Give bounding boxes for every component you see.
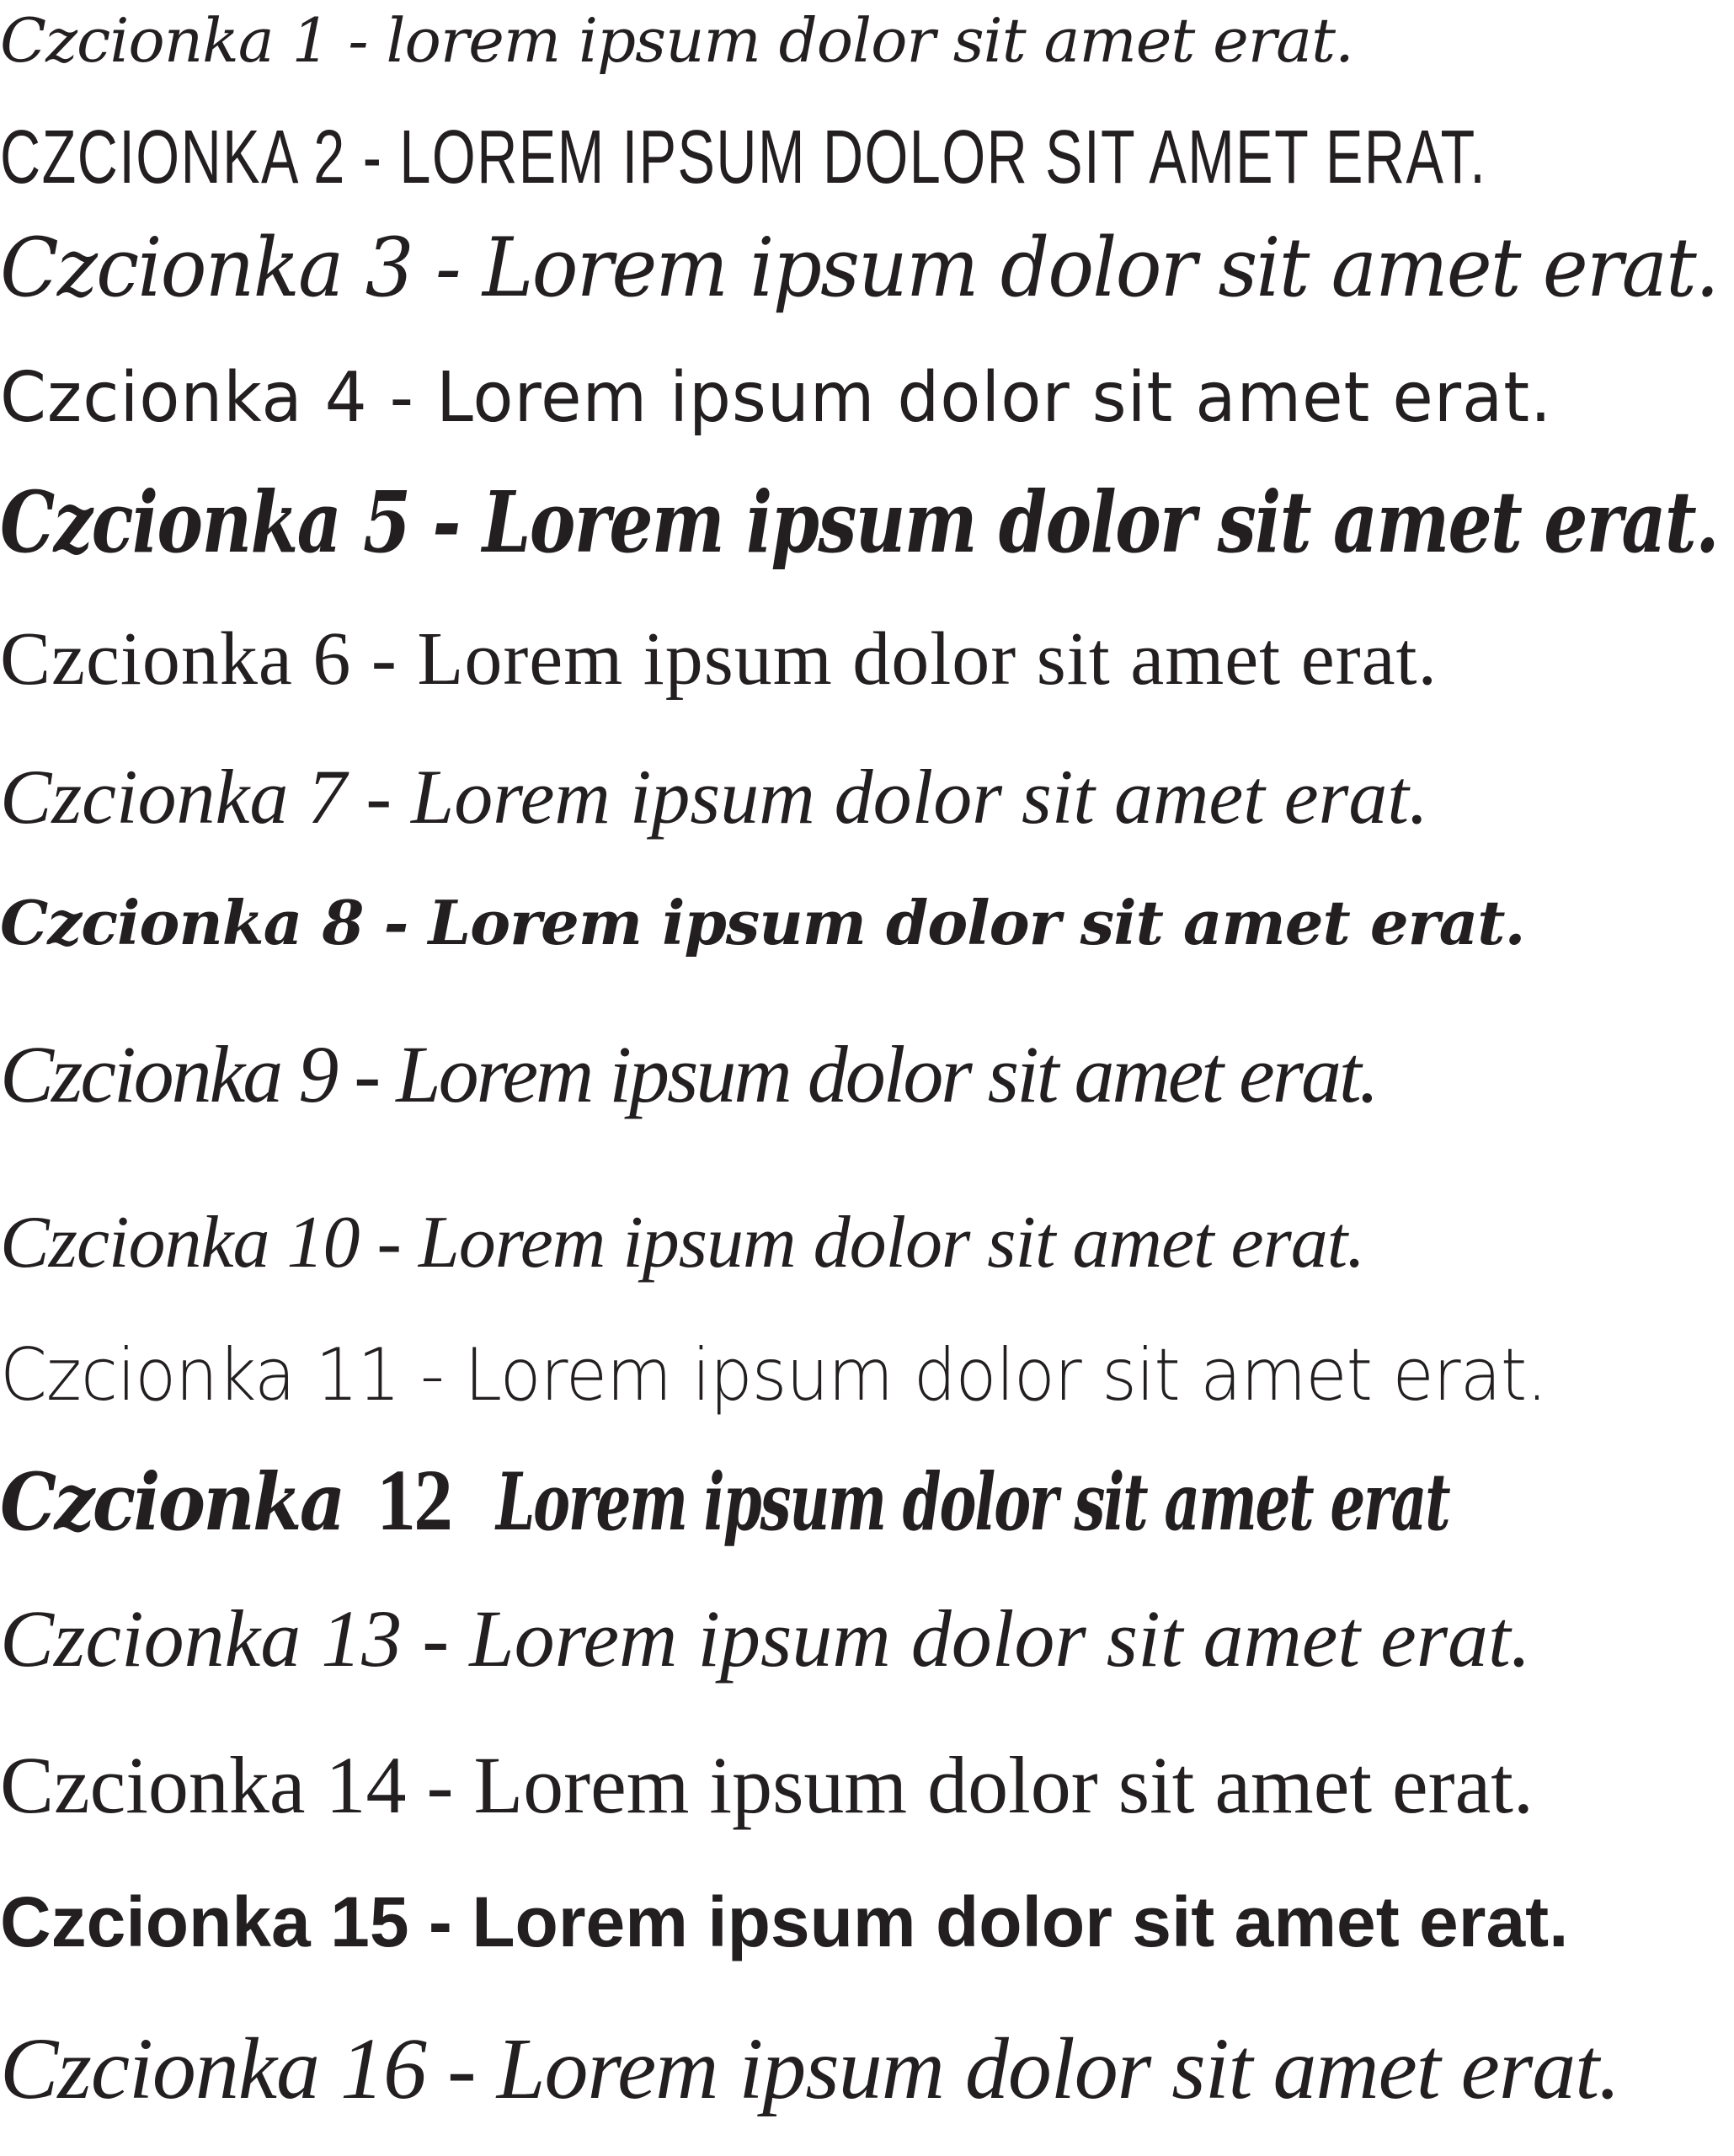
font-sample-12-word: Czcionka	[0, 1456, 344, 1549]
font-sample-6: Czcionka 6 - Lorem ipsum dolor sit amet erat.	[0, 617, 1438, 701]
font-sample-10: Czcionka 10 - Lorem ipsum dolor sit amet erat.	[0, 1202, 1365, 1283]
font-sample-12-number: 12	[376, 1452, 451, 1549]
font-sample-16: Czcionka 16 - Lorem ipsum dolor sit amet erat.	[0, 2020, 1620, 2117]
font-sample-3: Czcionka 3 - Lorem ipsum dolor sit amet erat.	[0, 221, 1718, 315]
font-sample-1: Czcionka 1 - lorem ipsum dolor sit amet erat.	[0, 5, 1353, 76]
font-sample-9: Czcionka 9 - Lorem ipsum dolor sit amet erat.	[0, 1029, 1377, 1119]
font-sample-5: Czcionka 5 - Lorem ipsum dolor sit amet erat.	[0, 472, 1719, 572]
font-sample-12	[0, 1452, 1718, 1549]
font-sample-12-text: Lorem ipsum dolor sit amet erat	[496, 1456, 1449, 1549]
font-sample-7: Czcionka 7 - Lorem ipsum dolor sit amet erat.	[0, 754, 1428, 840]
font-sample-2: CZCIONKA 2 - LOREM IPSUM DOLOR SIT AMET ERAT.	[0, 115, 1487, 200]
font-sample-15: Czcionka 15 - Lorem ipsum dolor sit amet erat.	[0, 1882, 1569, 1961]
font-sample-11: Czcionka 11 - Lorem ipsum dolor sit amet erat.	[0, 1333, 1547, 1417]
font-sample-13: Czcionka 13 - Lorem ipsum dolor sit amet erat.	[0, 1593, 1531, 1684]
font-sample-8: Czcionka 8 - Lorem ipsum dolor sit amet erat.	[0, 887, 1525, 958]
font-sample-14: Czcionka 14 - Lorem ipsum dolor sit amet erat.	[0, 1740, 1534, 1830]
font-sample-4: Czcionka 4 - Lorem ipsum dolor sit amet erat.	[0, 358, 1553, 438]
